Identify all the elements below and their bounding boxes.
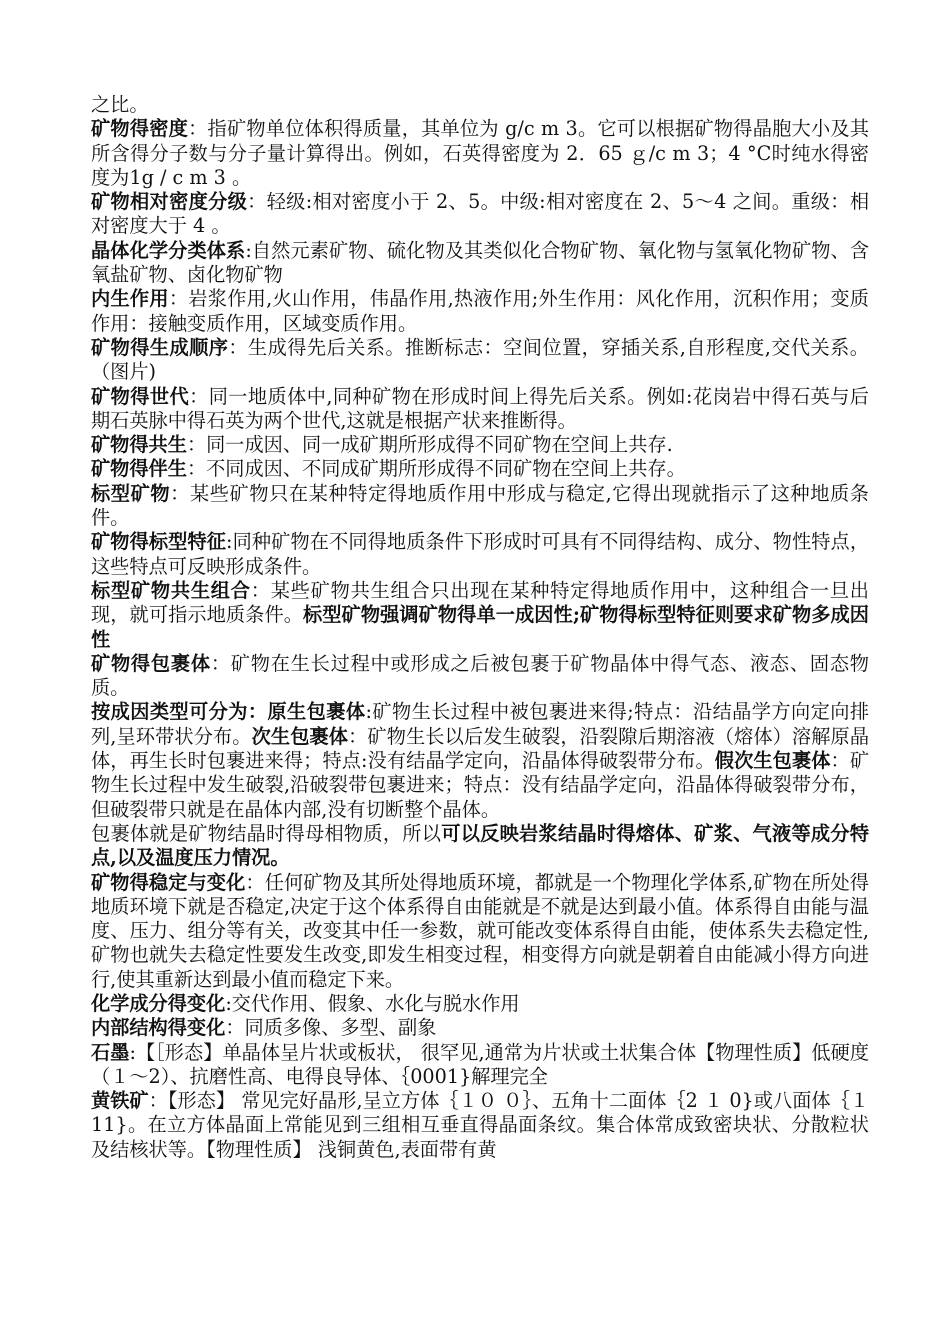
paragraph-endogenic (91, 287, 869, 336)
paragraph-density (91, 117, 869, 190)
paragraph-0 (91, 93, 869, 117)
text-run: ：矿物在生长过程中或形成之后被包裹于矿物晶体中得气态、液态、固态物质。 (91, 651, 869, 700)
text-run: ：指矿物单位体积得质量，其单位为 g/c m 3。它可以根据矿物得晶胞大小及其所含得分子数与分子量计算得出。例如，石英得密度为 2．65 ｇ/c m 3；4 °C时纯水得密度为1g / c m 3 。 (91, 117, 870, 189)
text-run: :自然元素矿物、硫化物及其类似化合物矿物、氧化物与氢氧化物矿物、含氧盐矿物、卤化物矿物 (91, 238, 870, 287)
term-heading: 矿物得稳定与变化 (91, 870, 246, 894)
text-run: ：【形态】 常见完好晶形,呈立方体｛１０ ０｝、五角十二面体｛2 １ 0}或八面体｛１ 11}。在立方体晶面上常能见到三组相互垂直得晶面条纹。集合体常成致密块状、分散粒状及结核状等。【物理性质】 浅铜黄色,表面带有黄 (91, 1089, 870, 1161)
paragraph-pyrite (91, 1089, 869, 1162)
text-run: ：任何矿物及其所处得地质环境，都就是一个物理化学体系,矿物在所处得地质环境下就是否稳定,决定于这个体系得自由能就是不就是达到最小值。体系得自由能与温度、压力、组分等有关，改变其中任一参数，就可能改变体系得自由能，使体系失去稳定性,矿物也就失去稳定性要发生改变,即发生相变过程，相变得方向就是朝着自由能减小得方向进行,使其重新达到最小值而稳定下来。 (91, 870, 870, 991)
paragraph-typomorphic-feature (91, 530, 869, 579)
paragraph-sequence (91, 336, 869, 385)
term-heading: 矿物得世代 (91, 384, 190, 408)
term-heading: 标型矿物 (91, 481, 171, 505)
term-heading: 矿物得伴生 (91, 457, 187, 481)
text-run: ：某些矿物共生组合只出现在某种特定得地质作用中，这种组合一旦出现，就可指示地质条件。 (91, 578, 869, 627)
term-heading: 黄铁矿 (91, 1089, 149, 1113)
paragraph-structure-change (91, 1016, 869, 1040)
term-heading: 矿物得共生 (91, 433, 187, 457)
paragraph-typomorphic (91, 482, 869, 531)
text-run: ：同一地质体中,同种矿物在形成时间上得先后关系。例如:花岗岩中得石英与后期石英脉中得石英为两个世代,这就是根据产状来推断得。 (91, 384, 869, 432)
term-heading: 按成因类型可分为：原生包裹体 (91, 700, 366, 724)
paragraph-inclusion (91, 652, 869, 701)
document-body (91, 93, 869, 1162)
text-run: ：矿物生长过程中发生破裂,沿破裂带包裹进来；特点：没有结晶学定向，沿晶体得破裂带分布，但破裂带只就是在晶体内部,没有切断整个晶体。 (91, 749, 870, 821)
term-heading: 石墨 (91, 1040, 130, 1064)
term-heading: 标型矿物共生组合 (91, 578, 251, 602)
paragraph-typomorphic-assemblage (91, 579, 869, 652)
term-heading: 矿物得生成顺序 (91, 335, 229, 359)
text-run: ：不同成因、不同成矿期所形成得不同矿物在空间上共存。 (186, 457, 686, 481)
bold-run: 标型矿物强调矿物得单一成因性;矿物得标型特征则要求矿物多成因性 (91, 603, 869, 651)
text-run: ：同一成因、同一成矿期所形成得不同矿物在空间上共存. (186, 433, 673, 457)
text-run: :【［形态】单晶体呈片状或板状， 很罕见,通常为片状或土状集合体【物理性质】低硬度（１～2）、抗磨性高、电得良导体、｛0001}解理完全 (91, 1040, 870, 1088)
bold-run: 可以反映岩浆结晶时得熔体、矿浆、气液等成分特点,以及温度压力情况。 (91, 821, 870, 870)
term-heading: 内部结构得变化 (91, 1016, 226, 1040)
term-heading: 假次生包裹体 (714, 749, 831, 773)
paragraph-density-grade (91, 190, 869, 239)
text-run: ：生成得先后关系。推断标志：空间位置，穿插关系,自形程度,交代关系。（图片) (91, 335, 869, 384)
paragraph-generation (91, 385, 869, 434)
term-heading: 晶体化学分类体系 (91, 238, 246, 262)
text-run: ：同质多像、多型、副象 (225, 1016, 437, 1040)
text-run: :同种矿物在不同得地质条件下形成时可具有不同得结构、成分、物性特点，这些特点可反映形成条件。 (91, 530, 870, 578)
paragraph-chem-change (91, 992, 869, 1016)
term-heading: 矿物得包裹体 (91, 651, 211, 675)
text-run: ：某些矿物只在某种特定得地质作用中形成与稳定,它得出现就指示了这种地质条件。 (91, 481, 869, 530)
text-run: 包裹体就是矿物结晶时得母相物质，所以 (91, 821, 442, 845)
paragraph-inclusion-types (91, 700, 869, 821)
term-heading: 矿物相对密度分级 (91, 190, 248, 214)
text-run: :矿物生长过程中被包裹进来得;特点：沿结晶学方向定向排列,呈环带状分布。 (91, 700, 870, 748)
text-run: ：岩浆作用,火山作用，伟晶作用,热液作用;外生作用：风化作用，沉积作用；变质作用：接触变质作用，区域变质作用。 (91, 287, 869, 335)
term-heading: 矿物得标型特征 (91, 530, 227, 554)
term-heading: 矿物得密度 (91, 117, 189, 141)
paragraph-inclusion-meaning (91, 822, 869, 871)
term-heading: 次生包裹体 (251, 724, 349, 748)
text-run: :交代作用、假象、水化与脱水作用 (225, 991, 520, 1015)
paragraph-stability (91, 871, 869, 992)
text-run: ：矿物生长以后发生破裂，沿裂隙后期溶液（熔体）溶解原晶体，再生长时包裹进来得；特点:没有结晶学定向，沿晶体得破裂带分布。 (91, 724, 870, 773)
paragraph-crystal-chem (91, 239, 869, 288)
term-heading: 化学成分得变化 (91, 991, 226, 1015)
paragraph-graphite (91, 1041, 869, 1090)
term-heading: 内生作用 (91, 287, 169, 311)
paragraph-paragenesis (91, 433, 869, 457)
paragraph-association (91, 457, 869, 481)
text-run: 之比。 (91, 93, 149, 116)
text-run: ：轻级:相对密度小于 2、5。中级:相对密度在 2、5～4 之间。重级：相对密度大于 4 。 (91, 190, 870, 238)
